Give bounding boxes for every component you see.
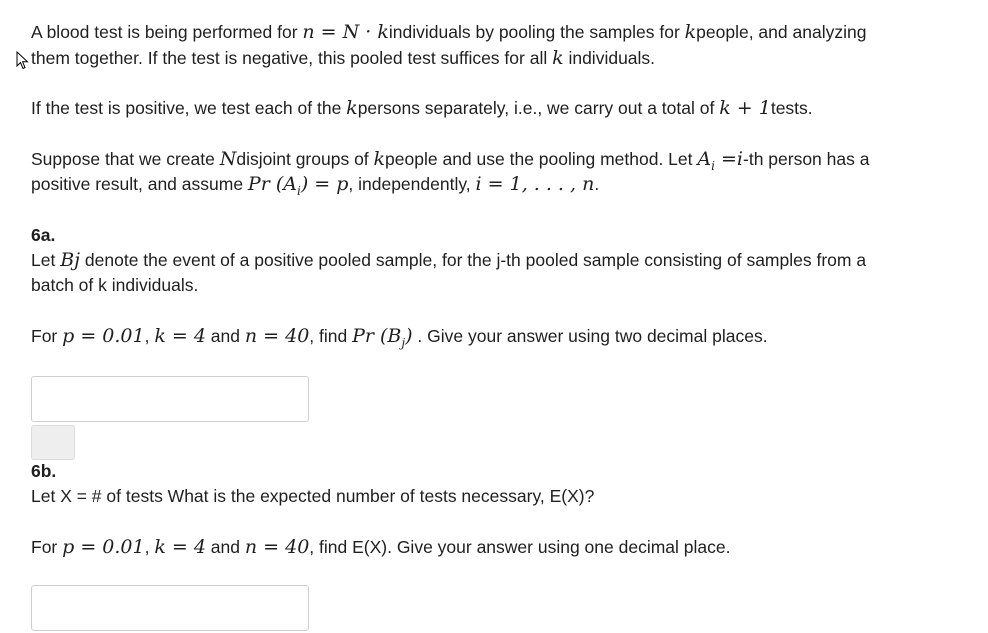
math-n-value: n = 40 (244, 325, 310, 347)
text: , (144, 537, 155, 557)
math-Bj: Bj (60, 249, 81, 271)
math-equals: = (714, 148, 737, 170)
math-i-range: i = 1, . . . , n (475, 173, 595, 195)
text: individuals. (563, 48, 656, 68)
question-6a-line-3 (31, 324, 768, 351)
text: positive result, and assume (31, 174, 248, 194)
math-k: k (346, 97, 358, 119)
text: Let (31, 250, 61, 270)
question-6a-line-1 (31, 248, 866, 273)
math-pr-b: Pr (B (352, 325, 402, 347)
math-k: k (552, 47, 564, 69)
text: . (594, 174, 600, 194)
math-i: i (736, 148, 743, 170)
text: For (31, 326, 63, 346)
text: . Give your answer using two decimal places. (412, 326, 768, 346)
text: Suppose that we create (31, 149, 220, 169)
text: -th person has a (743, 149, 870, 169)
math-n-value: n = 40 (244, 536, 310, 558)
math-k: k (373, 148, 386, 170)
text: A blood test is being performed for (31, 22, 303, 42)
question-6b-heading: 6b. (31, 461, 57, 481)
mouse-cursor-icon (16, 51, 32, 71)
text: tests. (770, 98, 813, 118)
text: persons separately, i.e., we carry out a total of (357, 98, 720, 118)
math-k-value: k = 4 (154, 325, 206, 347)
text: , find E(X). Give your answer using one decimal place. (309, 537, 731, 557)
math-N: N (219, 148, 237, 170)
text: , (144, 326, 155, 346)
question-6a-line-2: batch of k individuals. (31, 275, 199, 295)
suppose-line-1 (31, 147, 869, 174)
answer-6a-submit-button[interactable] (31, 425, 75, 460)
subscript-j: j (401, 336, 406, 350)
answer-6a-input[interactable] (31, 376, 309, 422)
math-pr-b-j (352, 325, 413, 350)
math-k-value: k = 4 (154, 536, 206, 558)
intro-line-2 (31, 46, 655, 71)
text: , find (309, 326, 353, 346)
text: If the test is positive, we test each of the (31, 98, 347, 118)
math-k-plus-1: k + 1 (719, 97, 771, 119)
question-6a-heading: 6a. (31, 225, 56, 245)
text: denote the event of a positive pooled sample, for the j-th pooled sample consisting of samples from a (80, 250, 867, 270)
text: individuals by pooling the samples for (388, 22, 685, 42)
math-pr-a: Pr (A (247, 173, 297, 195)
math-k: k (684, 21, 697, 43)
question-6b-line-1: Let X = # of tests What is the expected number of tests necessary, E(X)? (31, 486, 595, 506)
suppose-line-2 (31, 172, 599, 199)
math-n-equals-nk: n = N · k (302, 21, 389, 43)
math-p-value: p = 0.01 (62, 536, 145, 558)
text: , independently, (348, 174, 476, 194)
math-equals-p: ) = p (300, 173, 349, 195)
text: them together. If the test is negative, this pooled test suffices for all (31, 48, 553, 68)
intro-line-1 (31, 20, 866, 45)
math-close-paren: ) (405, 325, 413, 347)
question-6b-line-2 (31, 535, 730, 560)
math-p-value: p = 0.01 (62, 325, 145, 347)
text: and (205, 326, 245, 346)
math-A-i (697, 148, 715, 173)
text: people and use the pooling method. Let (385, 149, 698, 169)
math-pr-a-i (247, 173, 349, 198)
subscript-i: i (711, 159, 715, 173)
text: For (31, 537, 63, 557)
math-A: A (697, 148, 712, 170)
text: people, and analyzing (696, 22, 867, 42)
text: disjoint groups of (236, 149, 374, 169)
text: and (205, 537, 245, 557)
positive-paragraph (31, 96, 813, 121)
answer-6b-input[interactable] (31, 585, 309, 631)
subscript-i: i (296, 184, 301, 198)
